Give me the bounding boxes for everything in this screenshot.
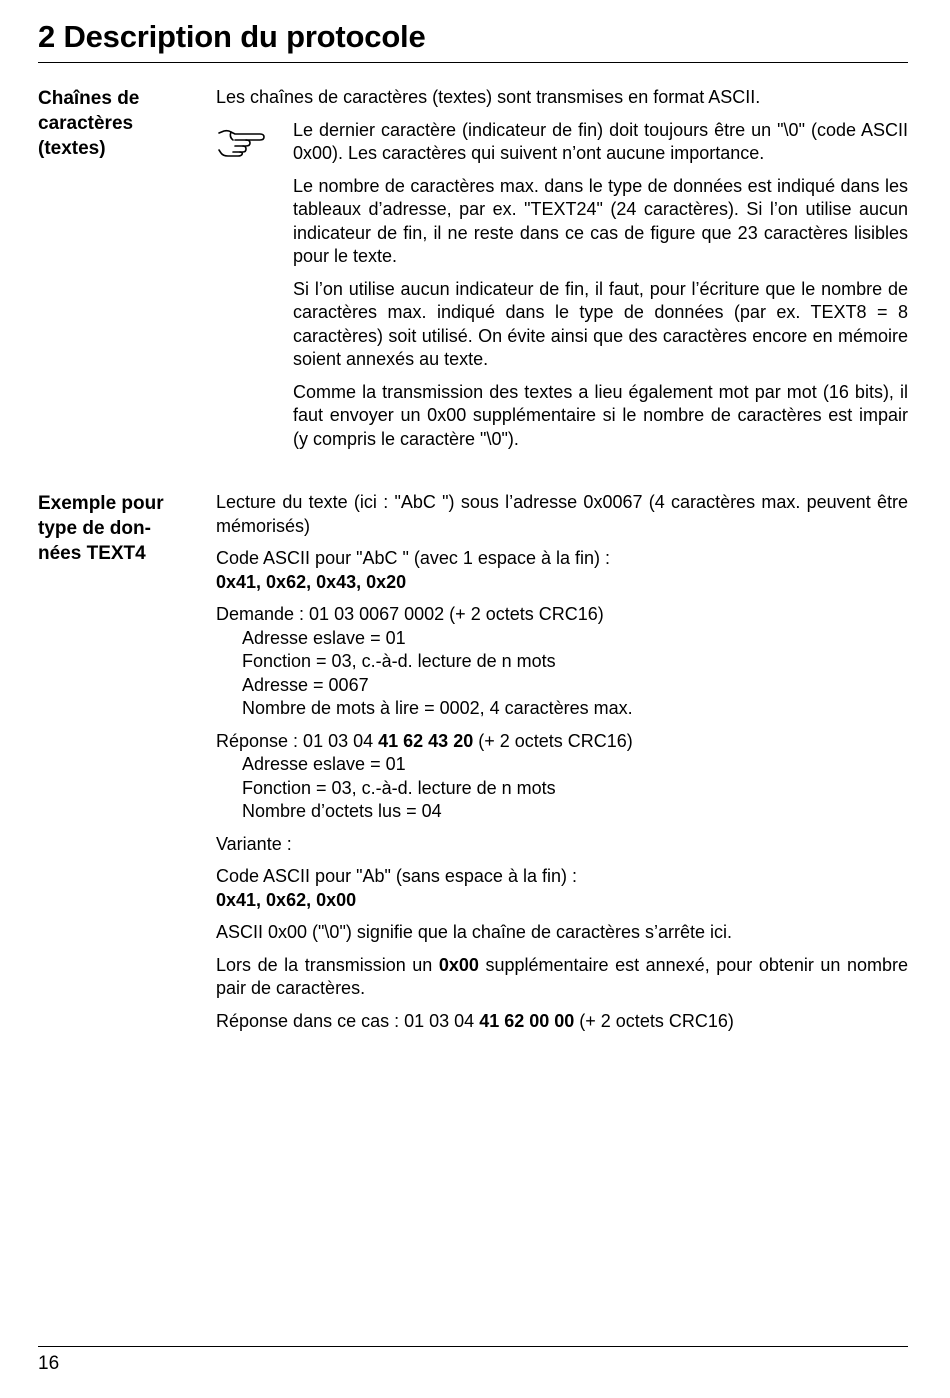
final-bytes: 41 62 00 00	[479, 1010, 575, 1031]
transmission-bold: 0x00	[438, 954, 479, 975]
response-detail: Nombre d’octets lus = 04	[242, 801, 442, 821]
final-response-paragraph	[216, 1010, 908, 1034]
transmission-suffix: supplémentaire est annexé, pour obtenir un nombre pair de caractères.	[216, 954, 909, 998]
final-prefix: Réponse dans ce cas : 01 03 04	[216, 1010, 480, 1031]
transmission-prefix: Lors de la transmission un	[216, 954, 439, 975]
response-detail: Adresse eslave = 01	[242, 754, 406, 774]
intro-paragraph: Les chaînes de caractères (textes) sont transmises en format ASCII.	[216, 87, 761, 107]
final-suffix: (+ 2 octets CRC16)	[574, 1010, 734, 1031]
section-body	[216, 86, 908, 460]
section-body	[216, 491, 908, 1042]
request-detail: Adresse = 0067	[242, 674, 369, 695]
request-paragraph	[216, 603, 908, 721]
variant-ascii-paragraph	[216, 865, 908, 912]
page-number: 16	[38, 1353, 60, 1374]
response-prefix: Réponse : 01 03 04	[216, 730, 379, 751]
note-block	[216, 119, 908, 452]
label-line: caractères	[38, 113, 134, 134]
note-paragraph: Le dernier caractère (indicateur de fin) doit toujours être un "\0" (code ASCII 0x00). Les caractères qui suivent n’ont aucune importance.	[293, 119, 908, 163]
variant-ascii-label: Code ASCII pour "Ab" (sans espace à la fin) :	[216, 866, 577, 886]
response-bytes: 41 62 43 20	[378, 730, 474, 751]
note-paragraph: Si l’on utilise aucun indicateur de fin, il faut, pour l’écriture que le nombre de caractères max. indiqué dans le type de données (par ex. TEXT8 = 8 caractères) soit utilisé. On évite ainsi que des caractères encore en mémoire soient annexés au texte.	[293, 278, 908, 369]
variant-ascii-codes: 0x41, 0x62, 0x00	[216, 889, 357, 910]
reading-paragraph: Lecture du texte (ici : "AbC ") sous l’adresse 0x0067 (4 caractères max. peuvent être mémorisés)	[216, 492, 908, 536]
request-detail: Fonction = 03, c.-à-d. lecture de n mots	[242, 651, 556, 671]
header-rule	[38, 62, 908, 63]
request-detail: Nombre de mots à lire = 0002, 4 caractères max.	[242, 698, 633, 718]
page-title: 2 Description du protocole	[38, 19, 426, 54]
response-detail: Fonction = 03, c.-à-d. lecture de n mots	[242, 777, 556, 798]
label-line: nées TEXT4	[38, 543, 146, 564]
footer-rule	[38, 1346, 908, 1347]
response-suffix: (+ 2 octets CRC16)	[473, 730, 633, 751]
response-line	[216, 730, 908, 754]
label-line: (textes)	[38, 138, 106, 159]
note-paragraph: Comme la transmission des textes a lieu également mot par mot (16 bits), il faut envoyer un 0x00 supplémentaire si le nombre de caractères est impair (y compris le caractère "\0").	[293, 381, 908, 449]
transmission-paragraph	[216, 954, 908, 1001]
pointing-hand-icon	[216, 121, 266, 157]
section-label	[38, 86, 198, 161]
label-line: Chaînes de	[38, 88, 140, 109]
label-line: Exemple pour	[38, 493, 164, 514]
ascii-label: Code ASCII pour "AbC " (avec 1 espace à la fin) :	[216, 548, 610, 568]
request-line: Demande : 01 03 0067 0002 (+ 2 octets CRC16)	[216, 604, 604, 624]
ascii-codes: 0x41, 0x62, 0x43, 0x20	[216, 571, 407, 592]
label-line: type de don-	[38, 518, 151, 539]
variant-label: Variante :	[216, 833, 292, 854]
note-paragraph: Le nombre de caractères max. dans le type de données est indiqué dans les tableaux d’adresse, par ex. "TEXT24" (24 caractères). Si l’on utilise aucun indicateur de fin, il ne reste dans ce cas de figure que 23 caractères lisibles pour le texte.	[293, 175, 908, 266]
section-label	[38, 491, 198, 566]
ascii-code-paragraph	[216, 547, 908, 594]
ascii-null-note: ASCII 0x00 ("\0") signifie que la chaîne de caractères s’arrête ici.	[216, 922, 733, 942]
request-detail: Adresse eslave = 01	[242, 627, 406, 648]
response-paragraph	[216, 730, 908, 824]
